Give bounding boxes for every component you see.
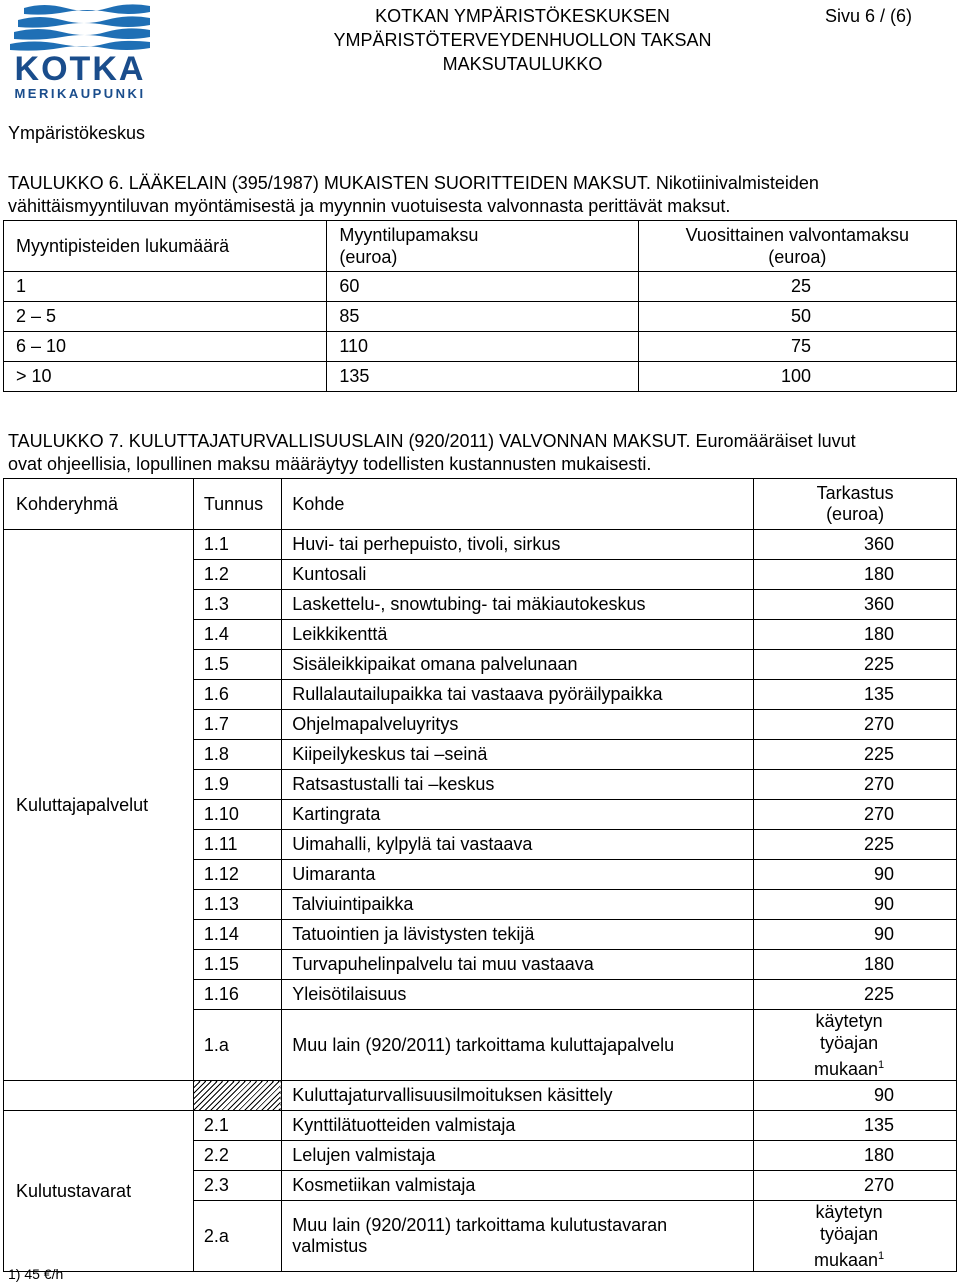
- table6-license: 110: [327, 332, 638, 362]
- price-line-2: työajan: [820, 1033, 879, 1053]
- table6-count: 6 – 10: [4, 332, 327, 362]
- table7-target: Yleisötilaisuus: [282, 980, 754, 1010]
- table7-code: 1.11: [193, 830, 281, 860]
- table7-code: 2.1: [193, 1111, 281, 1141]
- table7-target: Huvi- tai perhepuisto, tivoli, sirkus: [282, 530, 754, 560]
- table6-header-license-line-1: Myyntilupamaksu: [339, 225, 479, 245]
- table6-header-row: [4, 221, 957, 272]
- price-line-3: [754, 1245, 944, 1271]
- table7-code: 1.5: [193, 650, 281, 680]
- title-line-1: KOTKAN YMPÄRISTÖKESKUKSEN: [375, 6, 670, 26]
- table7-target: Turvapuhelinpalvelu tai muu vastaava: [282, 950, 754, 980]
- table6-count: 1: [4, 272, 327, 302]
- table7-price: 225: [754, 650, 957, 680]
- table7-target: Kiipeilykeskus tai –seinä: [282, 740, 754, 770]
- table7-code: 2.3: [193, 1171, 281, 1201]
- table7-consumer-safety-fees: [3, 478, 957, 1272]
- table6-caption-line-2: vähittäismyyntiluvan myöntämisestä ja myynnin vuotuisesta valvonnasta perittävät maksut.: [8, 196, 731, 216]
- table7-header-price-line-1: Tarkastus: [816, 483, 894, 503]
- table7-price: 90: [754, 860, 957, 890]
- table6-header-annual-line-2: (euroa): [768, 247, 827, 267]
- table7-target: Uimaranta: [282, 860, 754, 890]
- table7-code: 1.9: [193, 770, 281, 800]
- table7-code: 1.8: [193, 740, 281, 770]
- table7-caption: [8, 430, 953, 476]
- logo-subtext: MERIKAUPUNKI: [14, 86, 146, 101]
- page-number: Sivu 6 / (6): [825, 6, 913, 26]
- table7-target: Tatuointien ja lävistysten tekijä: [282, 920, 754, 950]
- target-line-2: valmistus: [292, 1236, 368, 1256]
- table-row: [4, 302, 957, 332]
- table6-count: > 10: [4, 362, 327, 392]
- table7-price: 180: [754, 950, 957, 980]
- table7-target: Ratsastustalli tai –keskus: [282, 770, 754, 800]
- table7-target: Leikkikenttä: [282, 620, 754, 650]
- table7-group1-label: Kuluttajapalvelut: [4, 530, 194, 1081]
- title-line-2: YMPÄRISTÖTERVEYDENHUOLLON TAKSAN: [333, 30, 712, 50]
- table6-header-count: Myyntipisteiden lukumäärä: [4, 221, 327, 272]
- table7-code: 2.a: [193, 1201, 281, 1272]
- table-row: [4, 272, 957, 302]
- table7-price: 270: [754, 770, 957, 800]
- table7-code: 1.6: [193, 680, 281, 710]
- table7-target: Sisäleikkipaikat omana palvelunaan: [282, 650, 754, 680]
- table7-target: Kartingrata: [282, 800, 754, 830]
- table7-caption-line-1: TAULUKKO 7. KULUTTAJATURVALLISUUSLAIN (920/2011) VALVONNAN MAKSUT. Euromääräiset luvut: [8, 431, 856, 451]
- price-line-1: käytetyn: [815, 1011, 883, 1031]
- table-row: [4, 530, 957, 560]
- table7-code: 1.4: [193, 620, 281, 650]
- table7-header-target: Kohde: [282, 479, 754, 530]
- table7-price: 225: [754, 740, 957, 770]
- table7-target: Kosmetiikan valmistaja: [282, 1171, 754, 1201]
- table7-group1-body: [4, 530, 957, 1081]
- table6-caption-line-1: TAULUKKO 6. LÄÄKELAIN (395/1987) MUKAISTEN SUORITTEIDEN MAKSUT. Nikotiinivalmisteiden: [8, 173, 819, 193]
- table6-count: 2 – 5: [4, 302, 327, 332]
- table7-header-group: Kohderyhmä: [4, 479, 194, 530]
- table7-header-row: [4, 479, 957, 530]
- table6-license: 85: [327, 302, 638, 332]
- table7-code: 2.2: [193, 1141, 281, 1171]
- table7-price: 225: [754, 830, 957, 860]
- table7-code: 1.12: [193, 860, 281, 890]
- table7-target: Ohjelmapalveluyritys: [282, 710, 754, 740]
- table6-header-license: [327, 221, 638, 272]
- table7-code: 1.15: [193, 950, 281, 980]
- table7-code: 1.16: [193, 980, 281, 1010]
- table6-nicotine-fees: [3, 220, 957, 392]
- table7-target: Kynttilätuotteiden valmistaja: [282, 1111, 754, 1141]
- kotka-logo: [4, 2, 156, 102]
- table6-header-license-line-2: (euroa): [339, 247, 398, 267]
- hatched-cell: [193, 1081, 281, 1111]
- table7-target: Talviuintipaikka: [282, 890, 754, 920]
- table7-code: 1.1: [193, 530, 281, 560]
- table7-header-price: [754, 479, 957, 530]
- price-line-1: käytetyn: [815, 1202, 883, 1222]
- table6-annual: 50: [638, 302, 956, 332]
- department-name: Ympäristökeskus: [8, 123, 146, 143]
- table6-caption: [8, 172, 953, 218]
- table7-notice-target: Kuluttajaturvallisuusilmoituksen käsittely: [282, 1081, 754, 1111]
- table7-target: Laskettelu-, snowtubing- tai mäkiautokeskus: [282, 590, 754, 620]
- table7-price: 270: [754, 1171, 957, 1201]
- table7-notice-price: 90: [754, 1081, 957, 1111]
- table7-price: 270: [754, 710, 957, 740]
- table7-price: 135: [754, 1111, 957, 1141]
- footnote: 1) 45 €/h: [8, 1266, 64, 1282]
- table7-target: Rullalautailupaikka tai vastaava pyöräilypaikka: [282, 680, 754, 710]
- table7-price: 90: [754, 920, 957, 950]
- table6-header-annual-line-1: Vuosittainen valvontamaksu: [685, 225, 910, 245]
- wave-flag-icon: [4, 2, 156, 102]
- table6-license: 60: [327, 272, 638, 302]
- table7-price: 180: [754, 560, 957, 590]
- table6-annual: 75: [638, 332, 956, 362]
- table7-code: 1.14: [193, 920, 281, 950]
- table7-group-spacer: [4, 1081, 194, 1111]
- table7-target: [282, 1201, 754, 1272]
- table7-target: Muu lain (920/2011) tarkoittama kuluttajapalvelu: [282, 1010, 754, 1081]
- target-line-1: Muu lain (920/2011) tarkoittama kulutustavaran: [292, 1215, 668, 1235]
- document-title: [300, 4, 745, 76]
- price-line-3-text: mukaan: [813, 1250, 879, 1270]
- table7-price: 180: [754, 620, 957, 650]
- price-line-3-text: mukaan: [813, 1059, 879, 1079]
- table-row: [4, 1111, 957, 1141]
- logo-text: KOTKA: [14, 50, 146, 88]
- title-line-3: MAKSUTAULUKKO: [442, 54, 603, 74]
- price-line-2: työajan: [820, 1224, 879, 1244]
- footnote-marker: 1: [878, 1059, 885, 1071]
- table7-price: [754, 1010, 957, 1081]
- table7-target: Lelujen valmistaja: [282, 1141, 754, 1171]
- table7-code: 1.2: [193, 560, 281, 590]
- table7-target: Kuntosali: [282, 560, 754, 590]
- table7-price: 360: [754, 530, 957, 560]
- table7-price: 180: [754, 1141, 957, 1171]
- price-line-3: [754, 1054, 944, 1080]
- table7-price: 360: [754, 590, 957, 620]
- table7-target: Uimahalli, kylpylä tai vastaava: [282, 830, 754, 860]
- footnote-marker: 1: [878, 1250, 885, 1262]
- table7-code: 1.7: [193, 710, 281, 740]
- table7-price: 270: [754, 800, 957, 830]
- table7-header-code: Tunnus: [193, 479, 281, 530]
- table7-code: 1.3: [193, 590, 281, 620]
- table7-notice-row: [4, 1081, 957, 1111]
- table7-price: 135: [754, 680, 957, 710]
- table7-caption-line-2: ovat ohjeellisia, lopullinen maksu määräytyy todellisten kustannusten mukaisesti.: [8, 454, 652, 474]
- table7-price: 225: [754, 980, 957, 1010]
- table6-annual: 100: [638, 362, 956, 392]
- table6-annual: 25: [638, 272, 956, 302]
- table-row: [4, 362, 957, 392]
- table7-group2-label: Kulutustavarat: [4, 1111, 194, 1272]
- table6-license: 135: [327, 362, 638, 392]
- table7-price: 90: [754, 890, 957, 920]
- table-row: [4, 332, 957, 362]
- table7-header-price-line-2: (euroa): [826, 504, 885, 524]
- table7-price: [754, 1201, 957, 1272]
- table7-code: 1.13: [193, 890, 281, 920]
- table7-group2-body: [4, 1111, 957, 1272]
- table6-header-annual: [638, 221, 956, 272]
- table7-code: 1.10: [193, 800, 281, 830]
- table7-code: 1.a: [193, 1010, 281, 1081]
